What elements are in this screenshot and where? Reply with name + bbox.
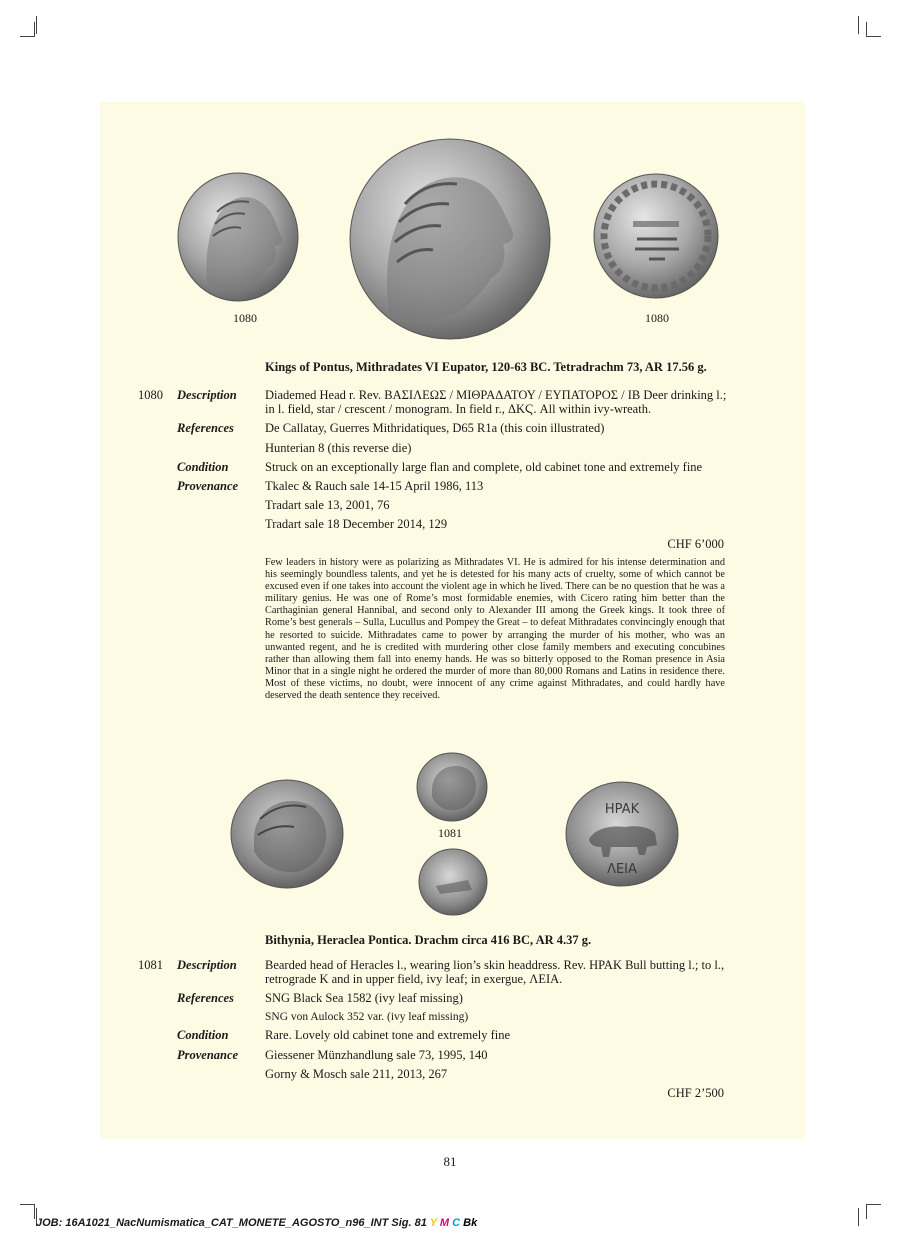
lot-1080-reference-1: De Callatay, Guerres Mithridatiques, D65 R1a (this coin illustrated) [265,421,605,435]
coin-1081-reverse-small [418,848,488,916]
coin-1081-obverse-large [230,779,344,889]
condition-label-2: Condition [177,1028,229,1042]
job-color-y: Y [429,1217,437,1229]
provenance-label-2: Provenance [177,1048,239,1062]
lot-1080-provenance-3: Tradart sale 18 December 2014, 129 [265,517,448,531]
coin-1080-label-right: 1080 [645,311,669,325]
description-label: Description [177,388,237,402]
crop-mark-bottom-right-tick [858,1208,859,1226]
lot-1081-title: Bithynia, Heraclea Pontica. Drachm circa 416 BC, AR 4.37 g. [265,933,592,947]
page-number: 81 [443,1154,457,1169]
crop-mark-top-left-tick [36,16,37,34]
coin-1081-label: 1081 [438,826,462,840]
coin-1080-label-left: 1080 [233,311,257,325]
description-label-2: Description [177,958,237,972]
lot-1081-price: CHF 2’500 [667,1086,724,1100]
lot-1080-provenance-1: Tkalec & Rauch sale 14-15 April 1986, 113 [265,479,484,493]
job-line-text: JOB: 16A1021_NacNumismatica_CAT_MONETE_AGOSTO_n96_INT Sig. 81 [36,1217,427,1229]
lot-1080-number: 1080 [138,388,163,402]
references-label: References [177,421,234,435]
lot-1080-condition: Struck on an exceptionally large flan and complete, old cabinet tone and extremely fine [265,460,703,474]
coin-1080-obverse-large [349,138,551,340]
crop-mark-top-right [866,22,881,37]
lot-1080-essay: Few leaders in history were as polarizing as Mithradates VI. He is admired for his intense determination and his seemingly boundless talents, and yet he is detested for his many acts of cruelty, some of which cannot be excused even if one takes into account the violent age in which he lived. There can be no question that he was a military genius. He was one of Rome’s most formidable enemies, with Cicero rating him better than the Carthaginian general Hannibal, and second only to Alexander III among the Greek kings. It took three of Rome’s best generals – Sulla, Lucullus and Pompey the Great – to defeat Mithradates convincingly enough that he resorted to suicide. Mithradates came to power by arranging the murder of his mother, who was an unwanted regent, and he is credited with murdering other close family members and executing concubines rather than allowing them fall into enemy hands. He was so bitterly opposed to the Roman presence in Asia Minor that in a single night he ordered the murder of more than 80,000 Romans and Latins in residence there. Most of these victims, no doubt, were innocent of any crime against Mithradates, and could hardly have deserved the death sentence they received. [265,557,725,702]
lot-1081-number: 1081 [138,958,163,972]
crop-mark-bottom-left [20,1204,35,1219]
crop-mark-top-left [20,22,35,37]
lot-1080-description: Diademed Head r. Rev. ΒΑΣΙΛΕΩΣ / ΜΙΘΡΑΔΑΤΟΥ / ΕΥΠΑΤΟΡΟΣ / ΙΒ Deer drinking l.; in l. field, star / crescent / monogram. In field r., ΔΚϚ. All within ivy-wreath. [265,388,727,416]
lot-1081-provenance-2: Gorny & Mosch sale 211, 2013, 267 [265,1067,448,1081]
job-color-m: M [439,1217,450,1229]
crop-mark-bottom-right [866,1204,881,1219]
job-color-c: C [452,1217,461,1229]
job-color-k: Bk [463,1217,478,1229]
lot-1081-reference-1: SNG Black Sea 1582 (ivy leaf missing) [265,991,463,1005]
lot-1081-condition: Rare. Lovely old cabinet tone and extremely fine [265,1028,511,1042]
crop-mark-top-right-tick [858,16,859,34]
coin-1081-obverse-small [416,752,488,822]
lot-1081-provenance-1: Giessener Münzhandlung sale 73, 1995, 140 [265,1048,488,1062]
lot-1081-description: Bearded head of Heracles l., wearing lion’s skin headdress. Rev. HPAK Bull butting l.; to l., retrograde K and in upper field, ivy leaf; in exergue, ΛΕΙΑ. [265,958,725,986]
coin-1080-reverse [593,173,719,299]
lot-1080-title: Kings of Pontus, Mithradates VI Eupator, 120-63 BC. Tetradrachm 73, AR 17.56 g. [265,360,707,374]
lot-1080-provenance-2: Tradart sale 13, 2001, 76 [265,498,390,512]
coin-1080-obverse-small [177,172,299,302]
lot-1080-price: CHF 6’000 [667,537,724,551]
coin-legend-top: HPAK [604,802,640,817]
condition-label: Condition [177,460,229,474]
references-label-2: References [177,991,234,1005]
coin-1081-reverse-large [565,781,679,887]
coin-legend-bottom: ΛΕΙΑ [607,862,637,877]
provenance-label: Provenance [177,479,239,493]
lot-1080-reference-2: Hunterian 8 (this reverse die) [265,441,412,455]
job-line [36,1217,477,1229]
lot-1081-reference-2: SNG von Aulock 352 var. (ivy leaf missing) [265,1011,469,1023]
